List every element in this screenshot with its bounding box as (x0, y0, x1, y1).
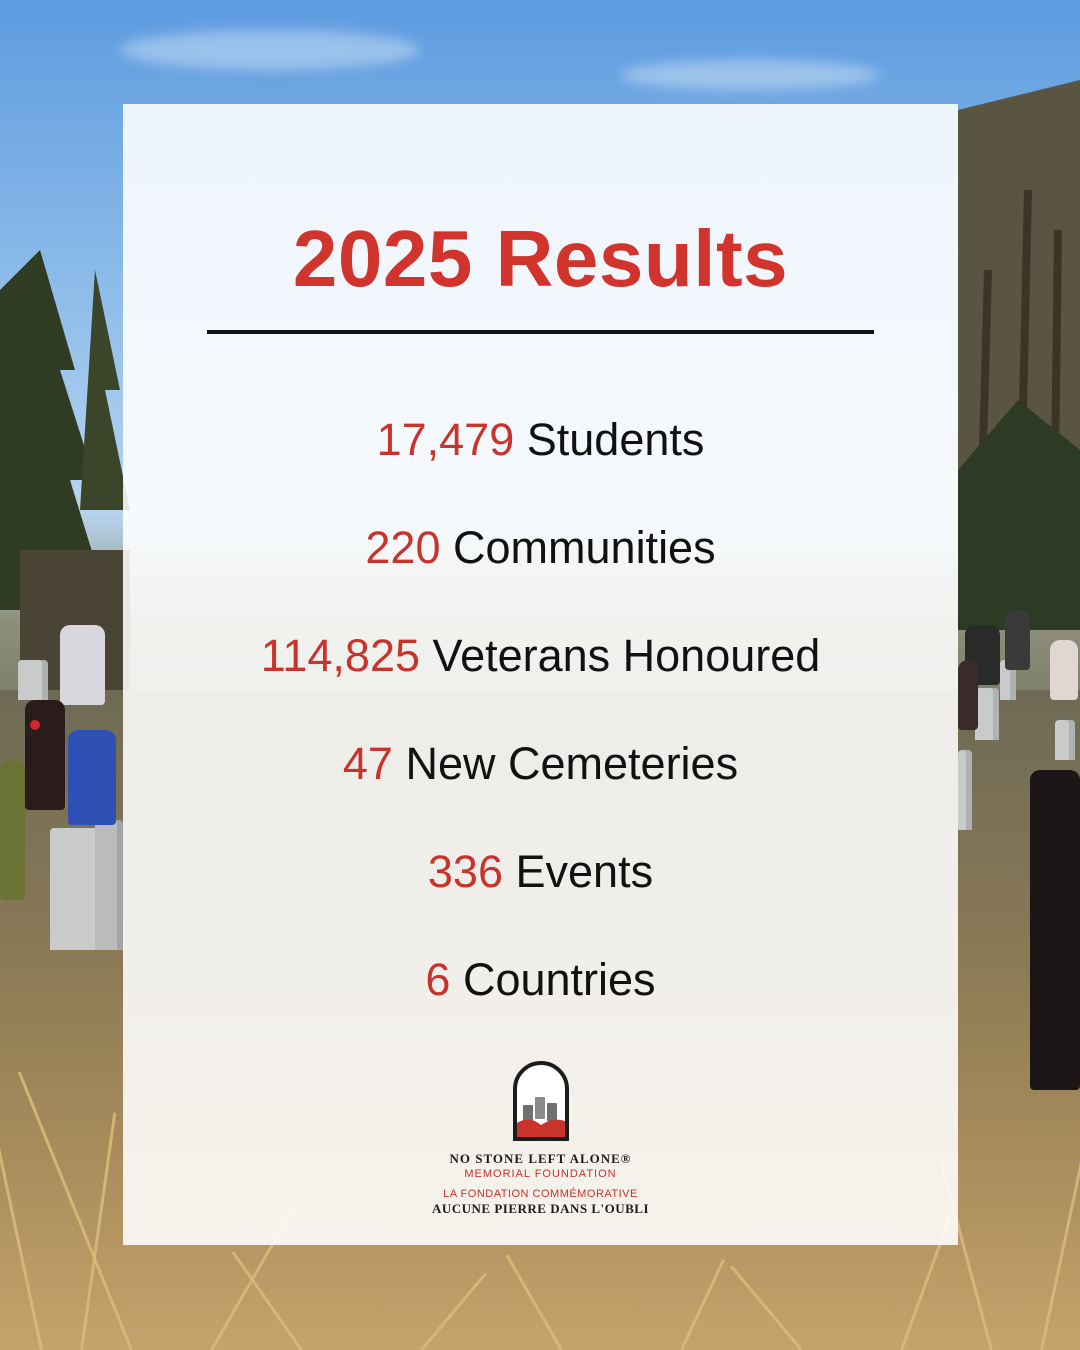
results-panel (123, 104, 958, 1245)
page-title: 2025 Results (292, 214, 789, 303)
logo-line-4: AUCUNE PIERRE DANS L'OUBLI (431, 1201, 650, 1216)
stat-label: New Cemeteries (405, 738, 739, 789)
logo-line-1: NO STONE LEFT ALONE® (449, 1151, 632, 1166)
stat-value: 336 (427, 846, 503, 897)
stat-value: 220 (365, 522, 441, 573)
foundation-logo (123, 1059, 958, 1217)
stat-new-cemeteries (123, 734, 958, 842)
title-divider (207, 330, 874, 334)
stat-value: 6 (425, 954, 451, 1005)
stat-value: 17,479 (376, 414, 515, 465)
stat-communities (123, 518, 958, 626)
stat-events (123, 842, 958, 950)
stat-countries (123, 950, 958, 1058)
right-trees (958, 70, 1080, 630)
stat-label: Events (515, 846, 654, 897)
stat-label: Veterans Honoured (432, 630, 821, 681)
stat-students (123, 410, 958, 518)
logo-line-2: MEMORIAL FOUNDATION (464, 1168, 617, 1180)
stat-value: 114,825 (260, 630, 421, 681)
stats-list (123, 410, 958, 1058)
memorial-arch-logo-icon (511, 1059, 571, 1141)
stat-label: Communities (453, 522, 716, 573)
stat-veterans-honoured (123, 626, 958, 734)
logo-line-3: LA FONDATION COMMÉMORATIVE (443, 1188, 638, 1200)
stat-label: Students (526, 414, 705, 465)
stat-label: Countries (462, 954, 656, 1005)
stat-value: 47 (342, 738, 393, 789)
